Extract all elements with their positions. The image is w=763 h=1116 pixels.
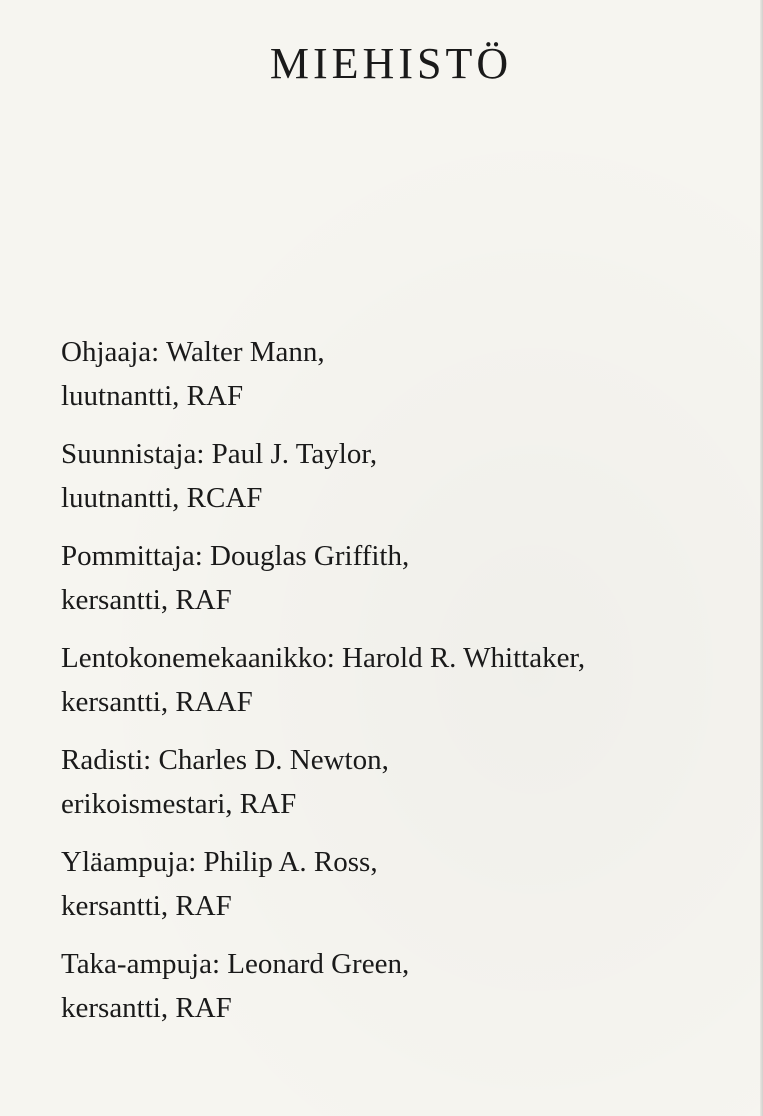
crew-list: [61, 330, 741, 1044]
crew-entry-upper-gunner: [61, 840, 741, 928]
crew-rank-line: kersantti, RAF: [61, 584, 232, 616]
crew-entry-radio-operator: [61, 738, 741, 826]
crew-role-line: Ohjaaja: Walter Mann,: [61, 336, 325, 368]
crew-role-line: Lentokonemekaanikko: Harold R. Whittaker,: [61, 642, 586, 674]
crew-role-line: Suunnistaja: Paul J. Taylor,: [61, 438, 378, 470]
crew-role-line: Radisti: Charles D. Newton,: [61, 744, 389, 776]
crew-role-line: Pommittaja: Douglas Griffith,: [61, 540, 410, 572]
crew-rank-line: kersantti, RAAF: [61, 686, 253, 718]
crew-rank-line: luutnantti, RAF: [61, 380, 244, 412]
crew-rank-line: luutnantti, RCAF: [61, 482, 263, 514]
crew-entry-pilot: [61, 330, 741, 418]
crew-rank-line: erikoismestari, RAF: [61, 788, 297, 820]
crew-rank-line: kersantti, RAF: [61, 890, 232, 922]
crew-entry-navigator: [61, 432, 741, 520]
page-title: MIEHISTÖ: [269, 39, 513, 88]
crew-rank-line: kersantti, RAF: [61, 992, 232, 1024]
crew-entry-flight-engineer: [61, 636, 741, 724]
crew-entry-bombardier: [61, 534, 741, 622]
crew-entry-tail-gunner: [61, 942, 741, 1030]
crew-role-line: Yläampuja: Philip A. Ross,: [61, 846, 378, 878]
crew-role-line: Taka-ampuja: Leonard Green,: [61, 948, 410, 980]
